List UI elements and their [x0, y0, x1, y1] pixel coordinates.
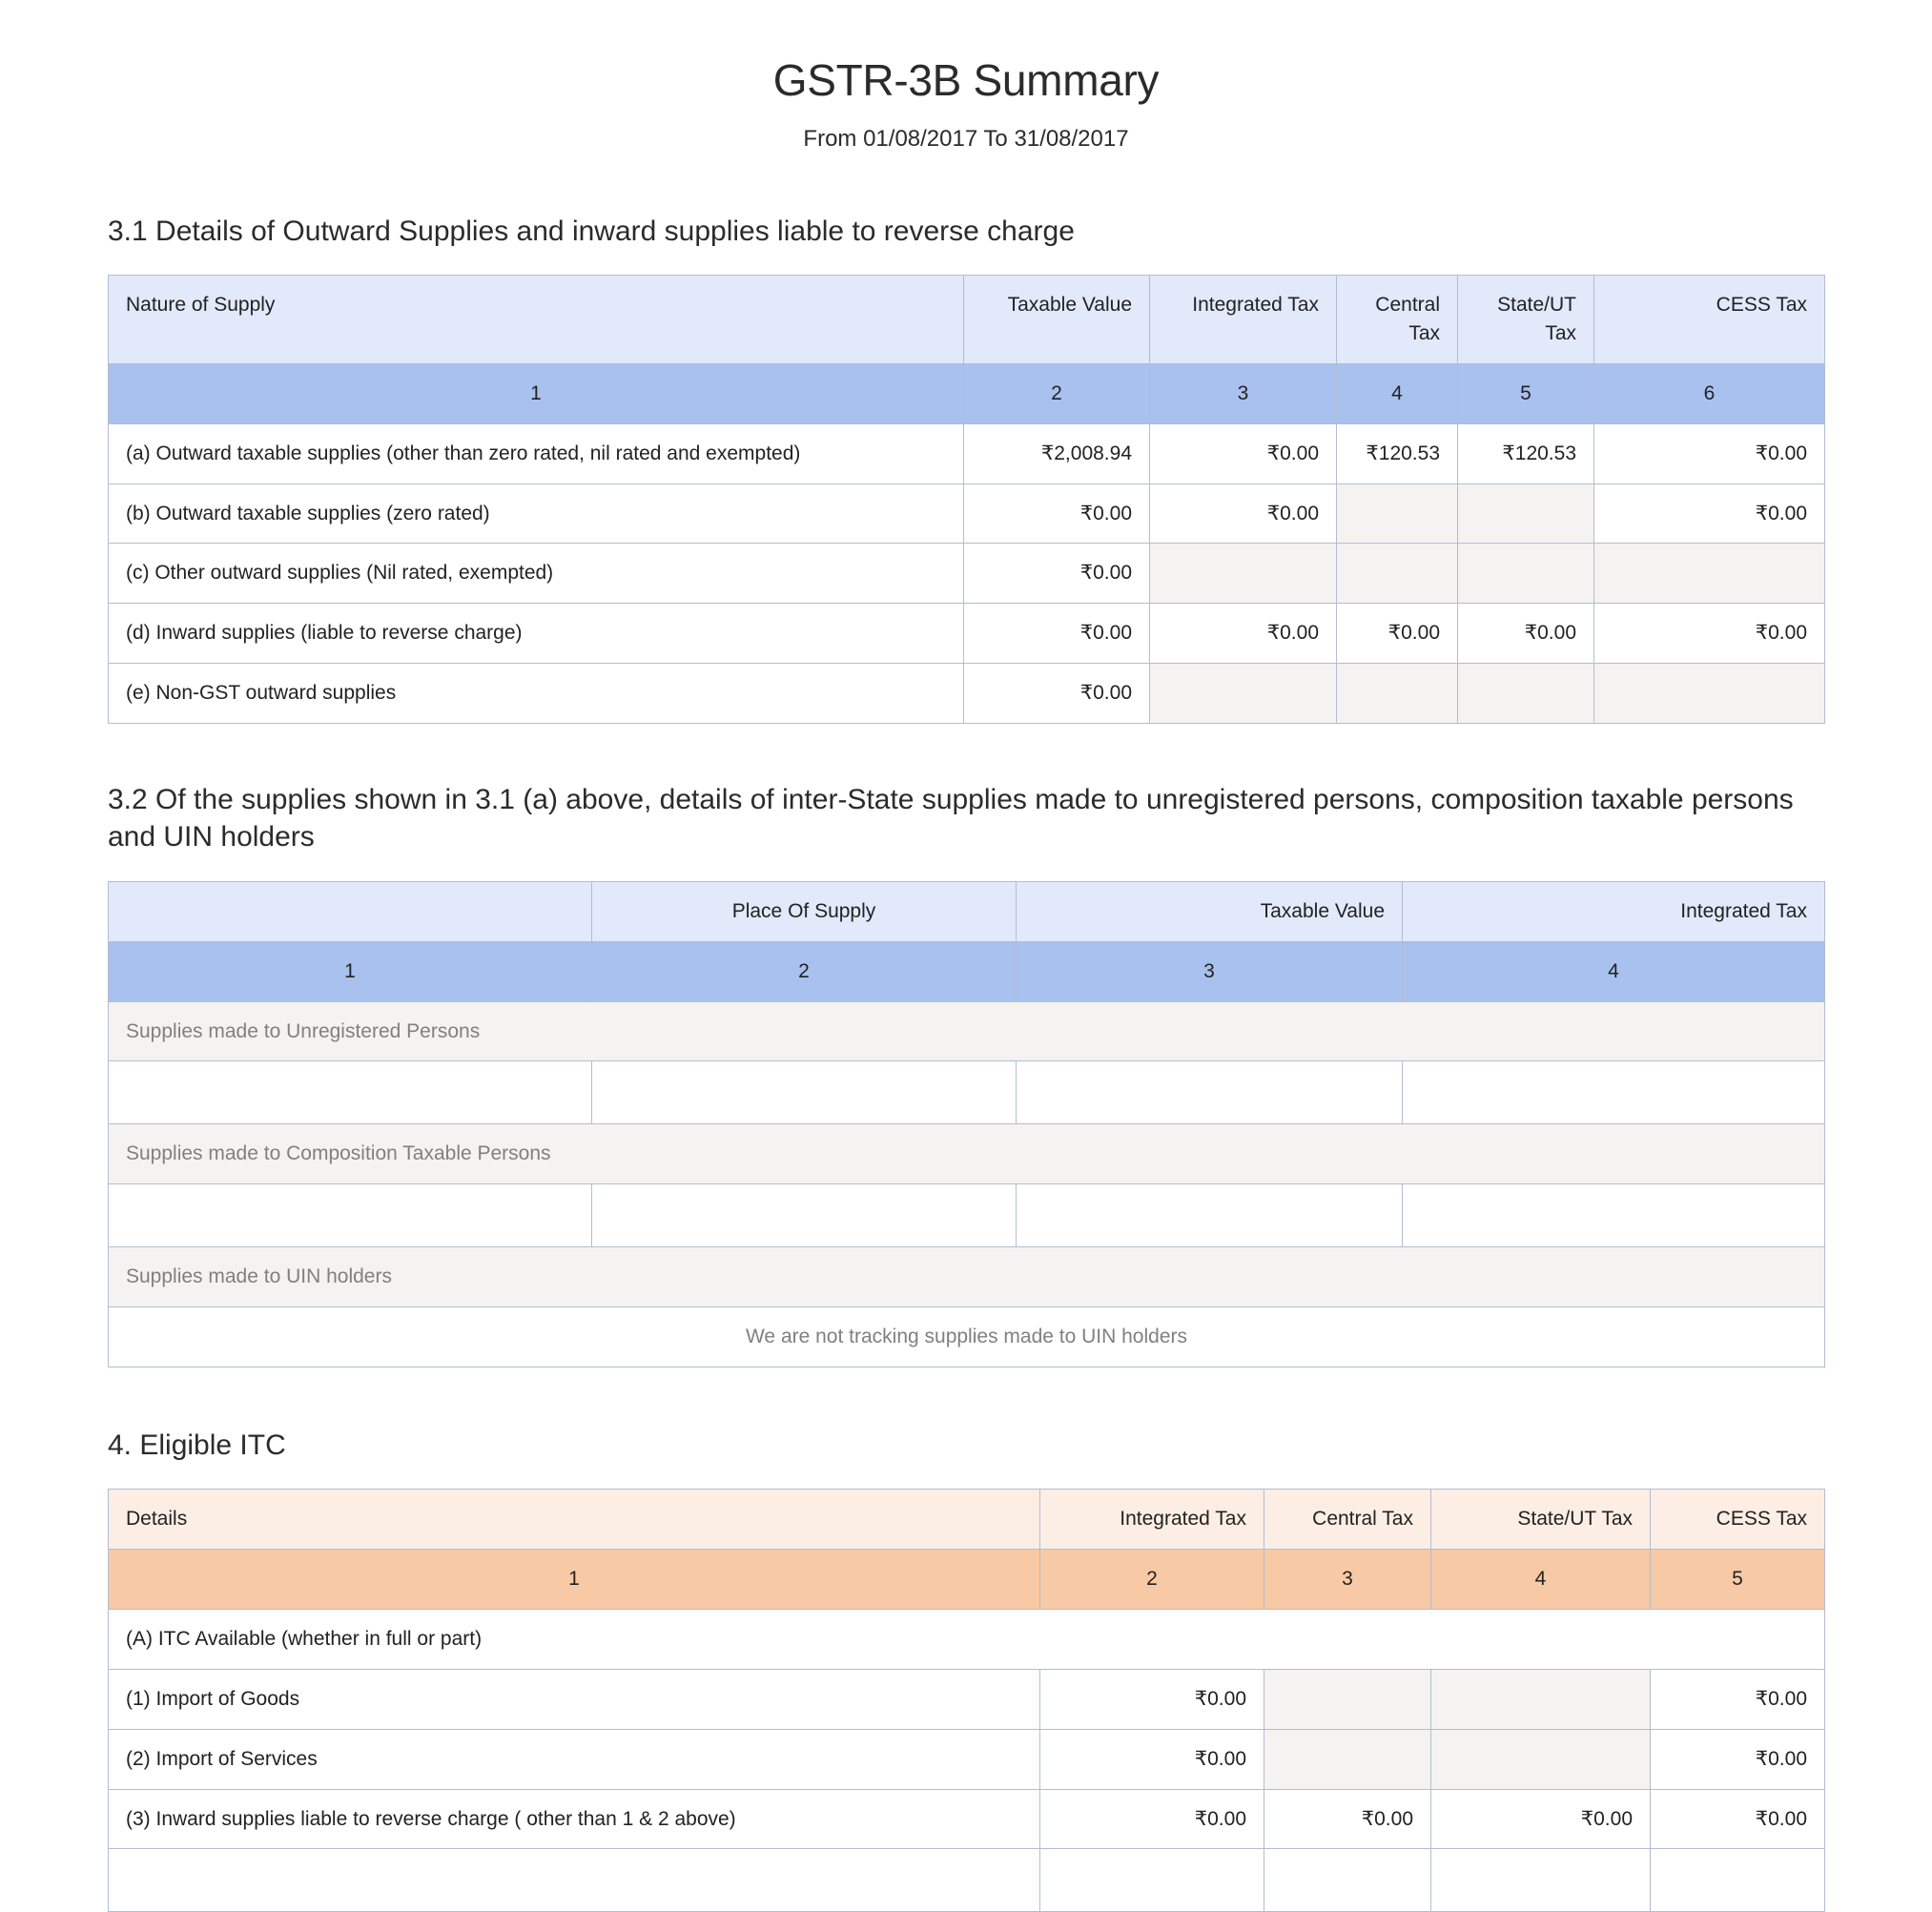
cell-integrated-tax — [1040, 1849, 1264, 1912]
cell-cess-tax: ₹0.00 — [1651, 1789, 1825, 1849]
cell-central-tax: ₹0.00 — [1337, 604, 1458, 664]
cell-integrated-tax — [1150, 544, 1337, 604]
cell-state-ut-tax: ₹0.00 — [1458, 604, 1594, 664]
cell-integrated-tax — [1403, 1061, 1825, 1124]
table-header-row — [109, 881, 1825, 941]
row-label: (1) Import of Goods — [109, 1669, 1040, 1729]
interstate-supplies-table — [108, 881, 1825, 1367]
column-number-4: 4 — [1403, 941, 1825, 1001]
cell-cess-tax — [1651, 1849, 1825, 1912]
cell-central-tax — [1337, 663, 1458, 723]
row-label: (2) Import of Services — [109, 1729, 1040, 1789]
cell-taxable-value: ₹0.00 — [964, 483, 1150, 544]
cell-state-ut-tax — [1458, 663, 1594, 723]
column-header-place-of-supply: Place Of Supply — [592, 881, 1017, 941]
group-label-unregistered-persons: Supplies made to Unregistered Persons — [109, 1001, 1825, 1061]
cell-state-ut-tax: ₹0.00 — [1431, 1789, 1651, 1849]
cell-state-ut-tax — [1431, 1849, 1651, 1912]
report-period: From 01/08/2017 To 31/08/2017 — [803, 125, 1129, 152]
column-header-cess-tax: CESS Tax — [1594, 276, 1825, 364]
cell-integrated-tax: ₹0.00 — [1150, 483, 1337, 544]
cell-cess-tax — [1594, 544, 1825, 604]
row-label — [109, 1849, 1040, 1912]
column-number-2: 2 — [592, 941, 1017, 1001]
table-row — [109, 1061, 1825, 1124]
cell-cess-tax: ₹0.00 — [1651, 1729, 1825, 1789]
cell-integrated-tax: ₹0.00 — [1150, 423, 1337, 483]
column-header-details: Details — [109, 1490, 1040, 1550]
table-row — [109, 1729, 1825, 1789]
section-4-heading: 4. Eligible ITC — [108, 1429, 286, 1461]
cell-state-ut-tax — [1431, 1669, 1651, 1729]
column-header-blank — [109, 881, 592, 941]
table-row — [109, 1184, 1825, 1247]
column-header-nature-of-supply: Nature of Supply — [109, 276, 964, 364]
row-label: (d) Inward supplies (liable to reverse charge) — [109, 604, 964, 664]
eligible-itc-table — [108, 1489, 1825, 1912]
cell-taxable-value: ₹0.00 — [964, 544, 1150, 604]
cell-integrated-tax: ₹0.00 — [1150, 604, 1337, 664]
table-row — [109, 544, 1825, 604]
cell-state-ut-tax — [1431, 1729, 1651, 1789]
cell-state-ut-tax — [1458, 544, 1594, 604]
group-label-uin-holders: Supplies made to UIN holders — [109, 1247, 1825, 1307]
cell-central-tax — [1337, 544, 1458, 604]
column-header-central-tax: Central Tax — [1264, 1490, 1431, 1550]
column-number-5: 5 — [1651, 1550, 1825, 1610]
column-number-3: 3 — [1017, 941, 1403, 1001]
outward-supplies-table — [108, 275, 1825, 724]
page-title: GSTR-3B Summary — [772, 55, 1160, 105]
group-label-itc-available: (A) ITC Available (whether in full or part) — [109, 1610, 1825, 1670]
cell-cess-tax: ₹0.00 — [1594, 604, 1825, 664]
cell-central-tax — [1264, 1669, 1431, 1729]
table-row — [109, 1669, 1825, 1729]
group-header-row — [109, 1001, 1825, 1061]
group-header-row — [109, 1247, 1825, 1307]
column-number-4: 4 — [1337, 363, 1458, 423]
cell-integrated-tax: ₹0.00 — [1040, 1789, 1264, 1849]
table-row — [109, 663, 1825, 723]
row-label: (a) Outward taxable supplies (other than zero rated, nil rated and exempted) — [109, 423, 964, 483]
column-header-central-tax: Central Tax — [1337, 276, 1458, 364]
row-label: (c) Other outward supplies (Nil rated, exempted) — [109, 544, 964, 604]
cell-cess-tax: ₹0.00 — [1594, 483, 1825, 544]
table-row — [109, 1849, 1825, 1912]
cell-taxable-value — [1017, 1184, 1403, 1247]
column-number-4: 4 — [1431, 1550, 1651, 1610]
column-header-integrated-tax: Integrated Tax — [1040, 1490, 1264, 1550]
table-header-row — [109, 1490, 1825, 1550]
row-label: (b) Outward taxable supplies (zero rated) — [109, 483, 964, 544]
cell-taxable-value — [1017, 1061, 1403, 1124]
cell-place-of-supply — [592, 1061, 1017, 1124]
column-number-5: 5 — [1458, 363, 1594, 423]
cell-integrated-tax — [1150, 663, 1337, 723]
table-row — [109, 423, 1825, 483]
table-column-number-row — [109, 1550, 1825, 1610]
group-header-row — [109, 1610, 1825, 1670]
column-number-1: 1 — [109, 941, 592, 1001]
row-label: (e) Non-GST outward supplies — [109, 663, 964, 723]
uin-holders-note: We are not tracking supplies made to UIN holders — [109, 1307, 1825, 1367]
column-number-3: 3 — [1150, 363, 1337, 423]
cell-central-tax: ₹120.53 — [1337, 423, 1458, 483]
column-number-1: 1 — [109, 1550, 1040, 1610]
column-number-1: 1 — [109, 363, 964, 423]
cell-taxable-value: ₹2,008.94 — [964, 423, 1150, 483]
column-header-state-ut-tax: State/UT Tax — [1458, 276, 1594, 364]
cell-blank — [109, 1061, 592, 1124]
cell-central-tax: ₹0.00 — [1264, 1789, 1431, 1849]
group-header-row — [109, 1124, 1825, 1184]
column-header-integrated-tax: Integrated Tax — [1150, 276, 1337, 364]
cell-central-tax — [1337, 483, 1458, 544]
cell-integrated-tax: ₹0.00 — [1040, 1729, 1264, 1789]
cell-blank — [109, 1184, 592, 1247]
column-header-state-ut-tax: State/UT Tax — [1431, 1490, 1651, 1550]
column-number-2: 2 — [964, 363, 1150, 423]
cell-state-ut-tax — [1458, 483, 1594, 544]
note-row — [109, 1307, 1825, 1367]
cell-central-tax — [1264, 1729, 1431, 1789]
cell-integrated-tax: ₹0.00 — [1040, 1669, 1264, 1729]
column-header-taxable-value: Taxable Value — [964, 276, 1150, 364]
column-header-taxable-value: Taxable Value — [1017, 881, 1403, 941]
cell-taxable-value: ₹0.00 — [964, 604, 1150, 664]
cell-cess-tax: ₹0.00 — [1651, 1669, 1825, 1729]
table-header-row — [109, 276, 1825, 364]
cell-central-tax — [1264, 1849, 1431, 1912]
column-header-integrated-tax: Integrated Tax — [1403, 881, 1825, 941]
cell-integrated-tax — [1403, 1184, 1825, 1247]
cell-taxable-value: ₹0.00 — [964, 663, 1150, 723]
row-label: (3) Inward supplies liable to reverse charge ( other than 1 & 2 above) — [109, 1789, 1040, 1849]
column-number-2: 2 — [1040, 1550, 1264, 1610]
group-label-composition-taxable-persons: Supplies made to Composition Taxable Persons — [109, 1124, 1825, 1184]
cell-cess-tax: ₹0.00 — [1594, 423, 1825, 483]
cell-state-ut-tax: ₹120.53 — [1458, 423, 1594, 483]
table-column-number-row — [109, 363, 1825, 423]
table-row — [109, 1789, 1825, 1849]
section-3-1-heading: 3.1 Details of Outward Supplies and inward supplies liable to reverse charge — [108, 215, 1075, 247]
table-row — [109, 483, 1825, 544]
cell-place-of-supply — [592, 1184, 1017, 1247]
section-3-2-heading: 3.2 Of the supplies shown in 3.1 (a) above, details of inter-State supplies made to unregistered persons, composition taxable persons and UIN holders — [108, 783, 1794, 853]
column-header-cess-tax: CESS Tax — [1651, 1490, 1825, 1550]
column-number-6: 6 — [1594, 363, 1825, 423]
cell-cess-tax — [1594, 663, 1825, 723]
column-number-3: 3 — [1264, 1550, 1431, 1610]
table-row — [109, 604, 1825, 664]
table-column-number-row — [109, 941, 1825, 1001]
